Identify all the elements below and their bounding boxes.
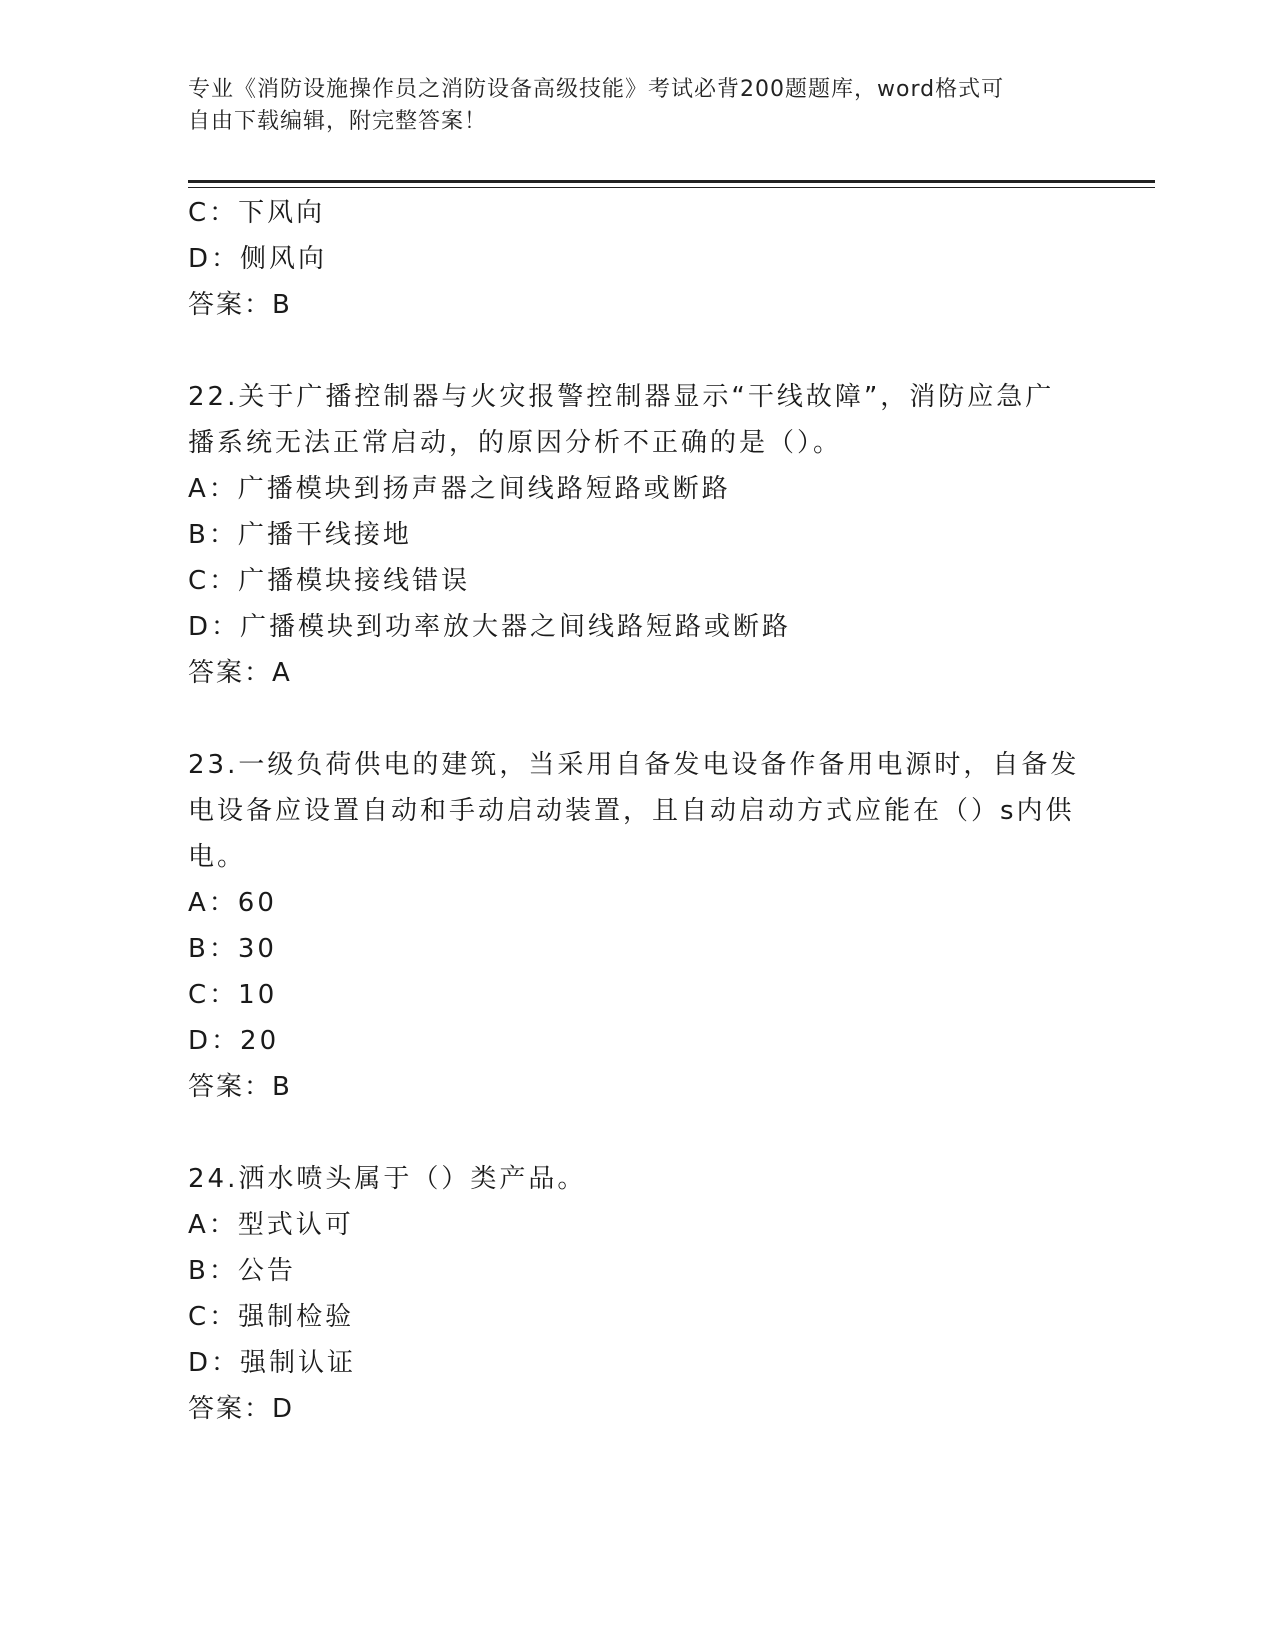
spacer xyxy=(188,1110,1088,1156)
option-b: B：广播干线接地 xyxy=(188,520,412,550)
answer-line: 答案：D xyxy=(188,1394,295,1424)
answer-line: 答案：A xyxy=(188,658,292,688)
question-stem: 22.关于广播控制器与火灾报警控制器显示“干线故障”，消防应急广 xyxy=(188,382,1055,412)
option-a: A：广播模块到扬声器之间线路短路或断路 xyxy=(188,474,731,504)
header-line-2: 自由下载编辑，附完整答案！ xyxy=(188,109,488,134)
question-23 xyxy=(188,742,1088,1110)
option-d: D：强制认证 xyxy=(188,1348,357,1378)
option-c: C：10 xyxy=(188,980,278,1010)
question-stem: 电设备应设置自动和手动启动装置，且自动启动方式应能在（）s内供 xyxy=(188,796,1075,826)
option-c: C：下风向 xyxy=(188,198,326,228)
question-content xyxy=(188,190,1088,1432)
question-fragment xyxy=(188,190,1088,328)
option-d: D：20 xyxy=(188,1026,280,1056)
answer-line: 答案：B xyxy=(188,1072,292,1102)
option-a: A：型式认可 xyxy=(188,1210,354,1240)
question-stem: 24.洒水喷头属于（）类产品。 xyxy=(188,1164,587,1194)
question-24 xyxy=(188,1156,1088,1432)
option-d: D：侧风向 xyxy=(188,244,328,274)
question-stem: 23.一级负荷供电的建筑，当采用自备发电设备作备用电源时，自备发 xyxy=(188,750,1080,780)
spacer xyxy=(188,696,1088,742)
option-c: C：强制检验 xyxy=(188,1302,355,1332)
option-b: B：30 xyxy=(188,934,277,964)
document-header xyxy=(188,74,1088,138)
question-stem: 电。 xyxy=(188,842,247,872)
header-rule-thick xyxy=(188,180,1155,183)
spacer xyxy=(188,328,1088,374)
option-c: C：广播模块接线错误 xyxy=(188,566,471,596)
option-d: D：广播模块到功率放大器之间线路短路或断路 xyxy=(188,612,792,642)
question-22 xyxy=(188,374,1088,696)
answer-line: 答案：B xyxy=(188,290,292,320)
header-line-1: 专业《消防设施操作员之消防设备高级技能》考试必背200题题库，word格式可 xyxy=(188,77,1005,102)
question-stem: 播系统无法正常启动，的原因分析不正确的是（）。 xyxy=(188,428,843,458)
option-a: A：60 xyxy=(188,888,277,918)
header-rule-thin xyxy=(188,187,1155,188)
option-b: B：公告 xyxy=(188,1256,296,1286)
